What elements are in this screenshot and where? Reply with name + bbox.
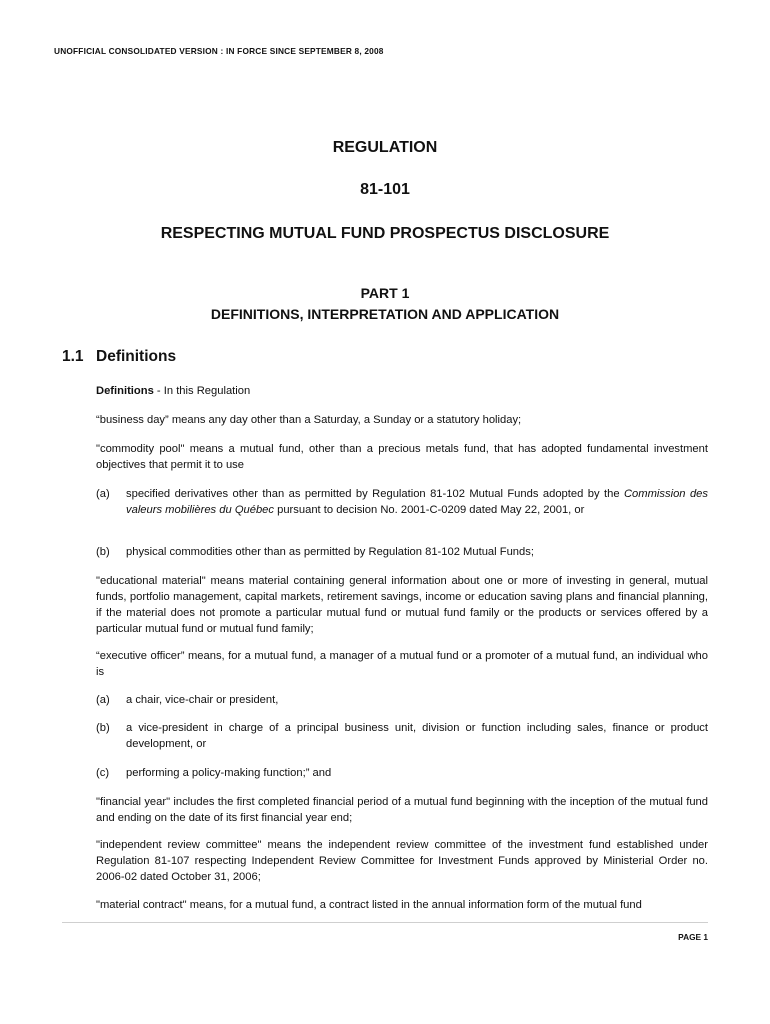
footer-divider: [62, 922, 708, 923]
list-item: [96, 486, 708, 518]
regulation-title: REGULATION: [332, 139, 438, 156]
list-item-label: (a): [96, 694, 110, 706]
section-title: Definitions: [96, 348, 177, 365]
list-item-label: (a): [96, 488, 110, 500]
part-number: PART 1: [360, 285, 410, 301]
page-number: PAGE 1: [678, 932, 708, 942]
list-item-label: (c): [96, 767, 110, 779]
list-item: [96, 544, 708, 560]
definition-business-day: “business day” means any day other than a Saturday, a Sunday or a statutory holiday;: [96, 414, 522, 426]
section-heading: [62, 348, 176, 366]
list-item: [96, 692, 708, 708]
list-item-text: [126, 486, 708, 518]
regulation-subject: RESPECTING MUTUAL FUND PROSPECTUS DISCLOSURE: [160, 225, 610, 242]
list-item: [96, 720, 708, 752]
definition-commodity-pool: "commodity pool" means a mutual fund, other than a precious metals fund, that has adopted fundamental investment objectives that permit it to use: [96, 443, 708, 471]
list-item-text: a chair, vice-chair or president,: [126, 694, 279, 706]
definition-educational-material: "educational material" means material containing general information about one or more of investing in general, mutual funds, portfolio management, capital markets, retirement savings, income or education saving plans and financial planning, if the material does not promote a particular mutual fund or mutual fund family or the products or services offered by a particular mutual fund or mutual fund family;: [96, 575, 708, 635]
part-title: DEFINITIONS, INTERPRETATION AND APPLICATION: [210, 306, 560, 322]
definition-executive-officer: “executive officer” means, for a mutual fund, a manager of a mutual fund or a promoter of a mutual fund, an individual who is: [96, 650, 708, 678]
list-item-text: performing a policy-making function;” and: [126, 767, 332, 779]
definition-material-contract: "material contract" means, for a mutual fund, a contract listed in the annual information form of the mutual fund: [96, 899, 642, 911]
definition-independent-review-committee: "independent review committee" means the independent review committee of the investment fund established under Regulation 81-107 respecting Independent Review Committee for Investment Funds approved by Ministerial Order no. 2006-02 dated October 31, 2006;: [96, 839, 708, 883]
list-item-label: (b): [96, 722, 110, 734]
list-item-label: (b): [96, 546, 110, 558]
list-item-text: physical commodities other than as permitted by Regulation 81-102 Mutual Funds;: [126, 546, 534, 558]
section-number: 1.1: [62, 348, 84, 365]
running-header: UNOFFICIAL CONSOLIDATED VERSION : IN FORCE SINCE SEPTEMBER 8, 2008: [54, 46, 384, 56]
definitions-intro-rest: - In this Regulation: [153, 385, 251, 397]
list-item-text-part: pursuant to decision No. 2001-C-0209 dated May 22, 2001, or: [274, 504, 585, 516]
list-item: [96, 765, 708, 781]
definition-financial-year: "financial year" includes the first completed financial period of a mutual fund beginning with the inception of the mutual fund and ending on the date of its first financial year end;: [96, 796, 708, 824]
list-item-italic: Commission des valeurs mobilières du Québec: [126, 488, 708, 516]
list-item-text-part: specified derivatives other than as permitted by Regulation 81-102 Mutual Funds adopted by the: [126, 488, 624, 500]
list-item-text: a vice-president in charge of a principal business unit, division or function including sales, finance or product development, or: [126, 722, 708, 750]
regulation-number: 81-101: [360, 181, 410, 198]
definitions-intro: [96, 383, 708, 399]
definitions-intro-bold: Definitions: [96, 385, 154, 397]
